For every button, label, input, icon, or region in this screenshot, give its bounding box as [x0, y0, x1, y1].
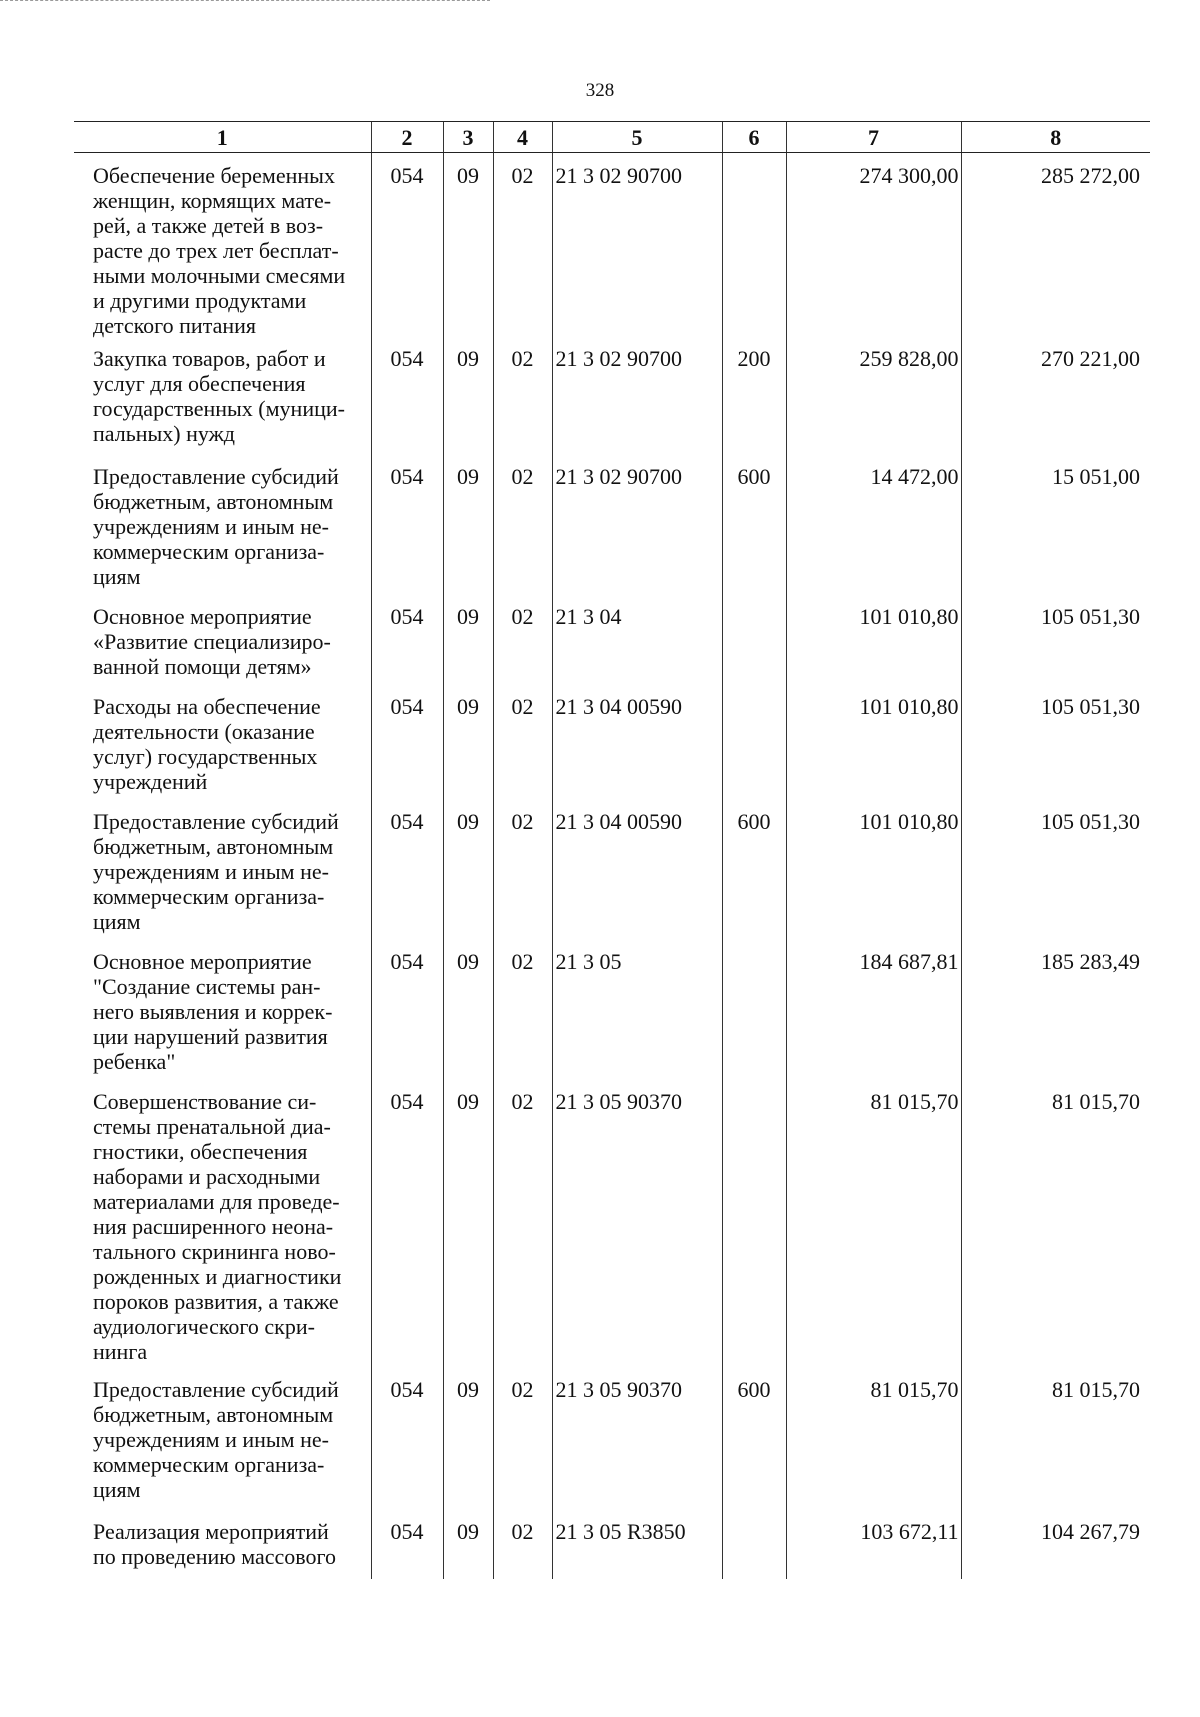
table-row: [74, 1511, 1150, 1579]
table-body: [74, 153, 1150, 1580]
amount-year2: 270 221,00: [961, 338, 1150, 456]
subsection-code: 02: [493, 686, 552, 801]
section-code: 09: [443, 338, 493, 456]
section-code: 09: [443, 456, 493, 596]
ministry-code: 054: [371, 1511, 443, 1579]
amount-year1: 101 010,80: [786, 801, 961, 941]
row-name: Предоставление субсидий бюджетным, автономным учреждениям и иным не- коммерческим организа- циям: [93, 809, 339, 934]
row-name: Основное мероприятие «Развитие специализиро- ванной помощи детям»: [93, 604, 331, 679]
target-article-code: 21 3 04: [552, 596, 722, 686]
header-row: [74, 122, 1150, 153]
amount-year2: 105 051,30: [961, 801, 1150, 941]
amount-year2: 105 051,30: [961, 596, 1150, 686]
table-row: [74, 1081, 1150, 1369]
expense-type-code: [722, 153, 786, 339]
target-article-code: 21 3 02 90700: [552, 153, 722, 339]
subsection-code: 02: [493, 456, 552, 596]
expense-type-code: 600: [722, 456, 786, 596]
ministry-code: 054: [371, 338, 443, 456]
amount-year2: 285 272,00: [961, 153, 1150, 339]
amount-year1: 101 010,80: [786, 686, 961, 801]
ministry-code: 054: [371, 1369, 443, 1511]
section-code: 09: [443, 596, 493, 686]
target-article-code: 21 3 04 00590: [552, 686, 722, 801]
column-header-expense-type: 6: [722, 122, 786, 153]
expense-type-code: 600: [722, 1369, 786, 1511]
row-name: Предоставление субсидий бюджетным, автономным учреждениям и иным не- коммерческим организа- циям: [93, 464, 339, 589]
subsection-code: 02: [493, 153, 552, 339]
amount-year1: 184 687,81: [786, 941, 961, 1081]
amount-year1: 259 828,00: [786, 338, 961, 456]
subsection-code: 02: [493, 1369, 552, 1511]
target-article-code: 21 3 05 R3850: [552, 1511, 722, 1579]
column-header-section: 3: [443, 122, 493, 153]
column-header-amount-year1: 7: [786, 122, 961, 153]
ministry-code: 054: [371, 153, 443, 339]
ministry-code: 054: [371, 941, 443, 1081]
target-article-code: 21 3 04 00590: [552, 801, 722, 941]
table-row: [74, 456, 1150, 596]
table-row: [74, 1369, 1150, 1511]
row-name: Обеспечение беременных женщин, кормящих мате- рей, а также детей в воз- расте до трех лет бесплат- ными молочными смесями и другими продуктами детского питания: [93, 163, 346, 338]
column-header-subsection: 4: [493, 122, 552, 153]
amount-year1: 274 300,00: [786, 153, 961, 339]
section-code: 09: [443, 153, 493, 339]
amount-year2: 185 283,49: [961, 941, 1150, 1081]
amount-year1: 81 015,70: [786, 1081, 961, 1369]
subsection-code: 02: [493, 941, 552, 1081]
subsection-code: 02: [493, 1511, 552, 1579]
row-name: Закупка товаров, работ и услуг для обеспечения государственных (муници- пальных) нужд: [93, 346, 345, 446]
ministry-code: 054: [371, 801, 443, 941]
ministry-code: 054: [371, 1081, 443, 1369]
column-header-name: 1: [74, 122, 371, 153]
subsection-code: 02: [493, 1081, 552, 1369]
scan-top-rule: [0, 0, 490, 2]
amount-year1: 14 472,00: [786, 456, 961, 596]
expense-type-code: [722, 596, 786, 686]
ministry-code: 054: [371, 456, 443, 596]
ministry-code: 054: [371, 686, 443, 801]
budget-table: [74, 121, 1150, 1579]
amount-year2: 104 267,79: [961, 1511, 1150, 1579]
row-name: Совершенствование си- стемы пренатальной диа- гностики, обеспечения наборами и расходными материалами для проведе- ния расширенного неона- тального скрининга ново- рожденных и диагностики пороков развития, а также аудиологического скри- нинга: [93, 1089, 342, 1364]
amount-year2: 105 051,30: [961, 686, 1150, 801]
section-code: 09: [443, 1511, 493, 1579]
column-header-target-article: 5: [552, 122, 722, 153]
table-row: [74, 596, 1150, 686]
amount-year2: 81 015,70: [961, 1081, 1150, 1369]
row-name: Предоставление субсидий бюджетным, автономным учреждениям и иным не- коммерческим организа- циям: [93, 1377, 339, 1502]
table-row: [74, 801, 1150, 941]
row-name: Реализация мероприятий по проведению массового: [93, 1519, 336, 1569]
section-code: 09: [443, 801, 493, 941]
target-article-code: 21 3 02 90700: [552, 456, 722, 596]
table-row: [74, 153, 1150, 339]
expense-type-code: [722, 1081, 786, 1369]
table-row: [74, 941, 1150, 1081]
expense-type-code: [722, 686, 786, 801]
section-code: 09: [443, 686, 493, 801]
expense-type-code: 600: [722, 801, 786, 941]
target-article-code: 21 3 02 90700: [552, 338, 722, 456]
expense-type-code: 200: [722, 338, 786, 456]
section-code: 09: [443, 941, 493, 1081]
amount-year1: 103 672,11: [786, 1511, 961, 1579]
target-article-code: 21 3 05: [552, 941, 722, 1081]
table-row: [74, 338, 1150, 456]
expense-type-code: [722, 941, 786, 1081]
subsection-code: 02: [493, 801, 552, 941]
row-name: Основное мероприятие "Создание системы ран- него выявления и коррек- ции нарушений развития ребенка": [93, 949, 333, 1074]
table-row: [74, 686, 1150, 801]
target-article-code: 21 3 05 90370: [552, 1369, 722, 1511]
amount-year1: 81 015,70: [786, 1369, 961, 1511]
expense-type-code: [722, 1511, 786, 1579]
amount-year2: 15 051,00: [961, 456, 1150, 596]
column-header-ministry: 2: [371, 122, 443, 153]
subsection-code: 02: [493, 338, 552, 456]
amount-year2: 81 015,70: [961, 1369, 1150, 1511]
target-article-code: 21 3 05 90370: [552, 1081, 722, 1369]
ministry-code: 054: [371, 596, 443, 686]
subsection-code: 02: [493, 596, 552, 686]
amount-year1: 101 010,80: [786, 596, 961, 686]
section-code: 09: [443, 1369, 493, 1511]
row-name: Расходы на обеспечение деятельности (оказание услуг) государственных учреждений: [93, 694, 321, 794]
page-number: 328: [585, 80, 615, 101]
column-header-amount-year2: 8: [961, 122, 1150, 153]
table-header: [74, 122, 1150, 153]
section-code: 09: [443, 1081, 493, 1369]
